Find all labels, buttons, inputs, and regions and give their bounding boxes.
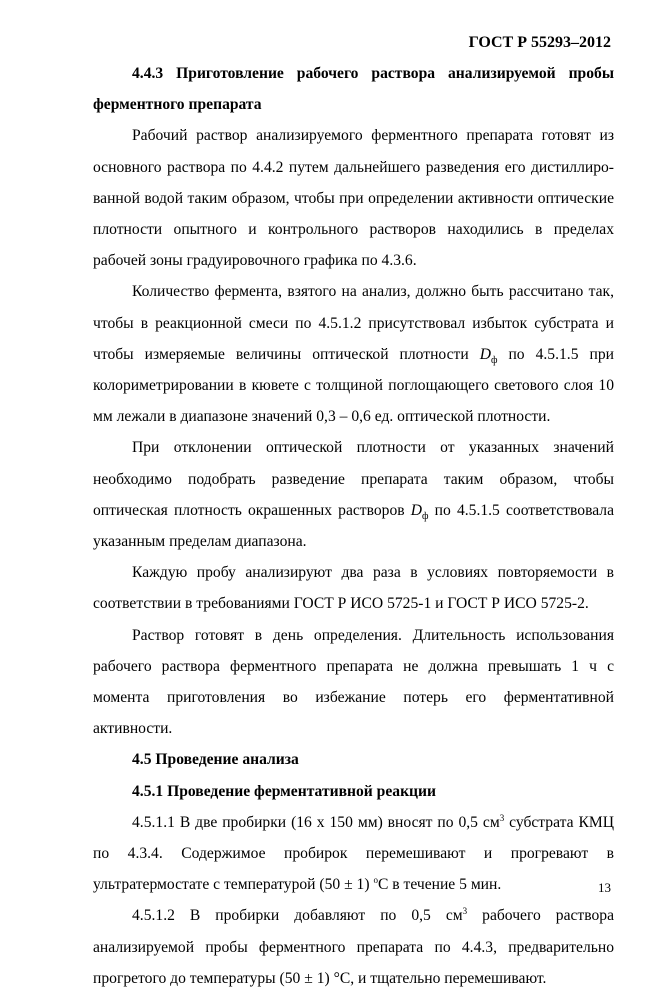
text-fragment: по 4.5.1.5 при колориметрировании в кювете с толщиной поглощающего светового слоя 10 мм лежали в диапазоне значений 0,3 – 0,6 ед. оптической плотности. [93,345,614,426]
page-number: 13 [598,880,611,895]
text-fragment: 4.5.1.2 В пробирки добавляют по 0,5 см [132,907,463,925]
section-heading-4-4-3: 4.4.3 Приготовление рабочего раствора анализируемой пробы ферментного препарата [93,65,614,114]
paragraph-4-5-1-2 [93,900,614,994]
paragraph-repeatability: Каждую пробу анализируют два раза в условиях повторяемости в соответствии в требованиями ГОСТ Р ИСО 5725-1 и ГОСТ Р ИСО 5725-2. [93,564,614,613]
document-body [93,58,614,994]
paragraph-working-solution: Рабочий раствор анализируемого ферментного препарата готовят из основного раствора по 4.4.2 путем дальнейшего разведения его дистиллиро-ванной водой таким образом, чтобы при определении активности оптические плотности опытного и контрольного растворов находились в пределах рабочей зоны градуировочного графика по 4.3.6. [93,127,614,270]
superscript: 3 [462,906,468,917]
text-fragment: С в течение 5 мин. [377,876,502,894]
text-fragment: 4.5.1.1 В две пробирки (16 х 150 мм) вносят по 0,5 см [132,813,500,831]
optical-density-subscript: ф [422,510,429,522]
paragraph-solution-lifetime: Раствор готовят в день определения. Длительность использования рабочего раствора ферментного препарата не должна превышать 1 ч с момента приготовления во избежание потерь его ферментативной активности. [93,626,614,738]
document-code: ГОСТ Р 55293–2012 [468,34,611,51]
text-fragment: рабочего раствора анализируемой пробы ферментного препарата по 4.4.3, предварительно прогретого до температуры (50 ± 1) °С, и тщательно перемешивают. [93,907,614,987]
optical-density-symbol: D [479,345,491,363]
text-fragment: При отклонении оптической плотности от указанных значений необходимо подобрать разведение препарата таким образом, чтобы оптическая плотность окрашенных растворов [93,439,614,519]
section-heading-4-5-1: 4.5.1 Проведение ферментативной реакции [132,782,437,800]
section-heading-4-5: 4.5 Проведение анализа [132,751,299,769]
paragraph-deviation [93,432,614,557]
text-fragment: Количество фермента, взятого на анализ, должно быть рассчитано так, чтобы в реакционной смеси по 4.5.1.2 присутствовал избыток субстрата и чтобы измеряемые величины оптической плотности [93,283,614,363]
text-fragment: субстрата КМЦ по 4.3.4. Содержимое пробирок перемешивают и прогревают в ультратермостате с температурой (50 ± 1) [93,813,614,894]
superscript: 3 [499,812,505,823]
superscript: о [373,875,378,886]
paragraph-enzyme-quantity [93,276,614,432]
optical-density-subscript: ф [490,354,498,366]
text-fragment: по 4.5.1.5 соответствовала указанным пределам диапазона. [93,501,615,551]
optical-density-symbol: D [410,501,423,519]
paragraph-4-5-1-1 [93,807,614,901]
